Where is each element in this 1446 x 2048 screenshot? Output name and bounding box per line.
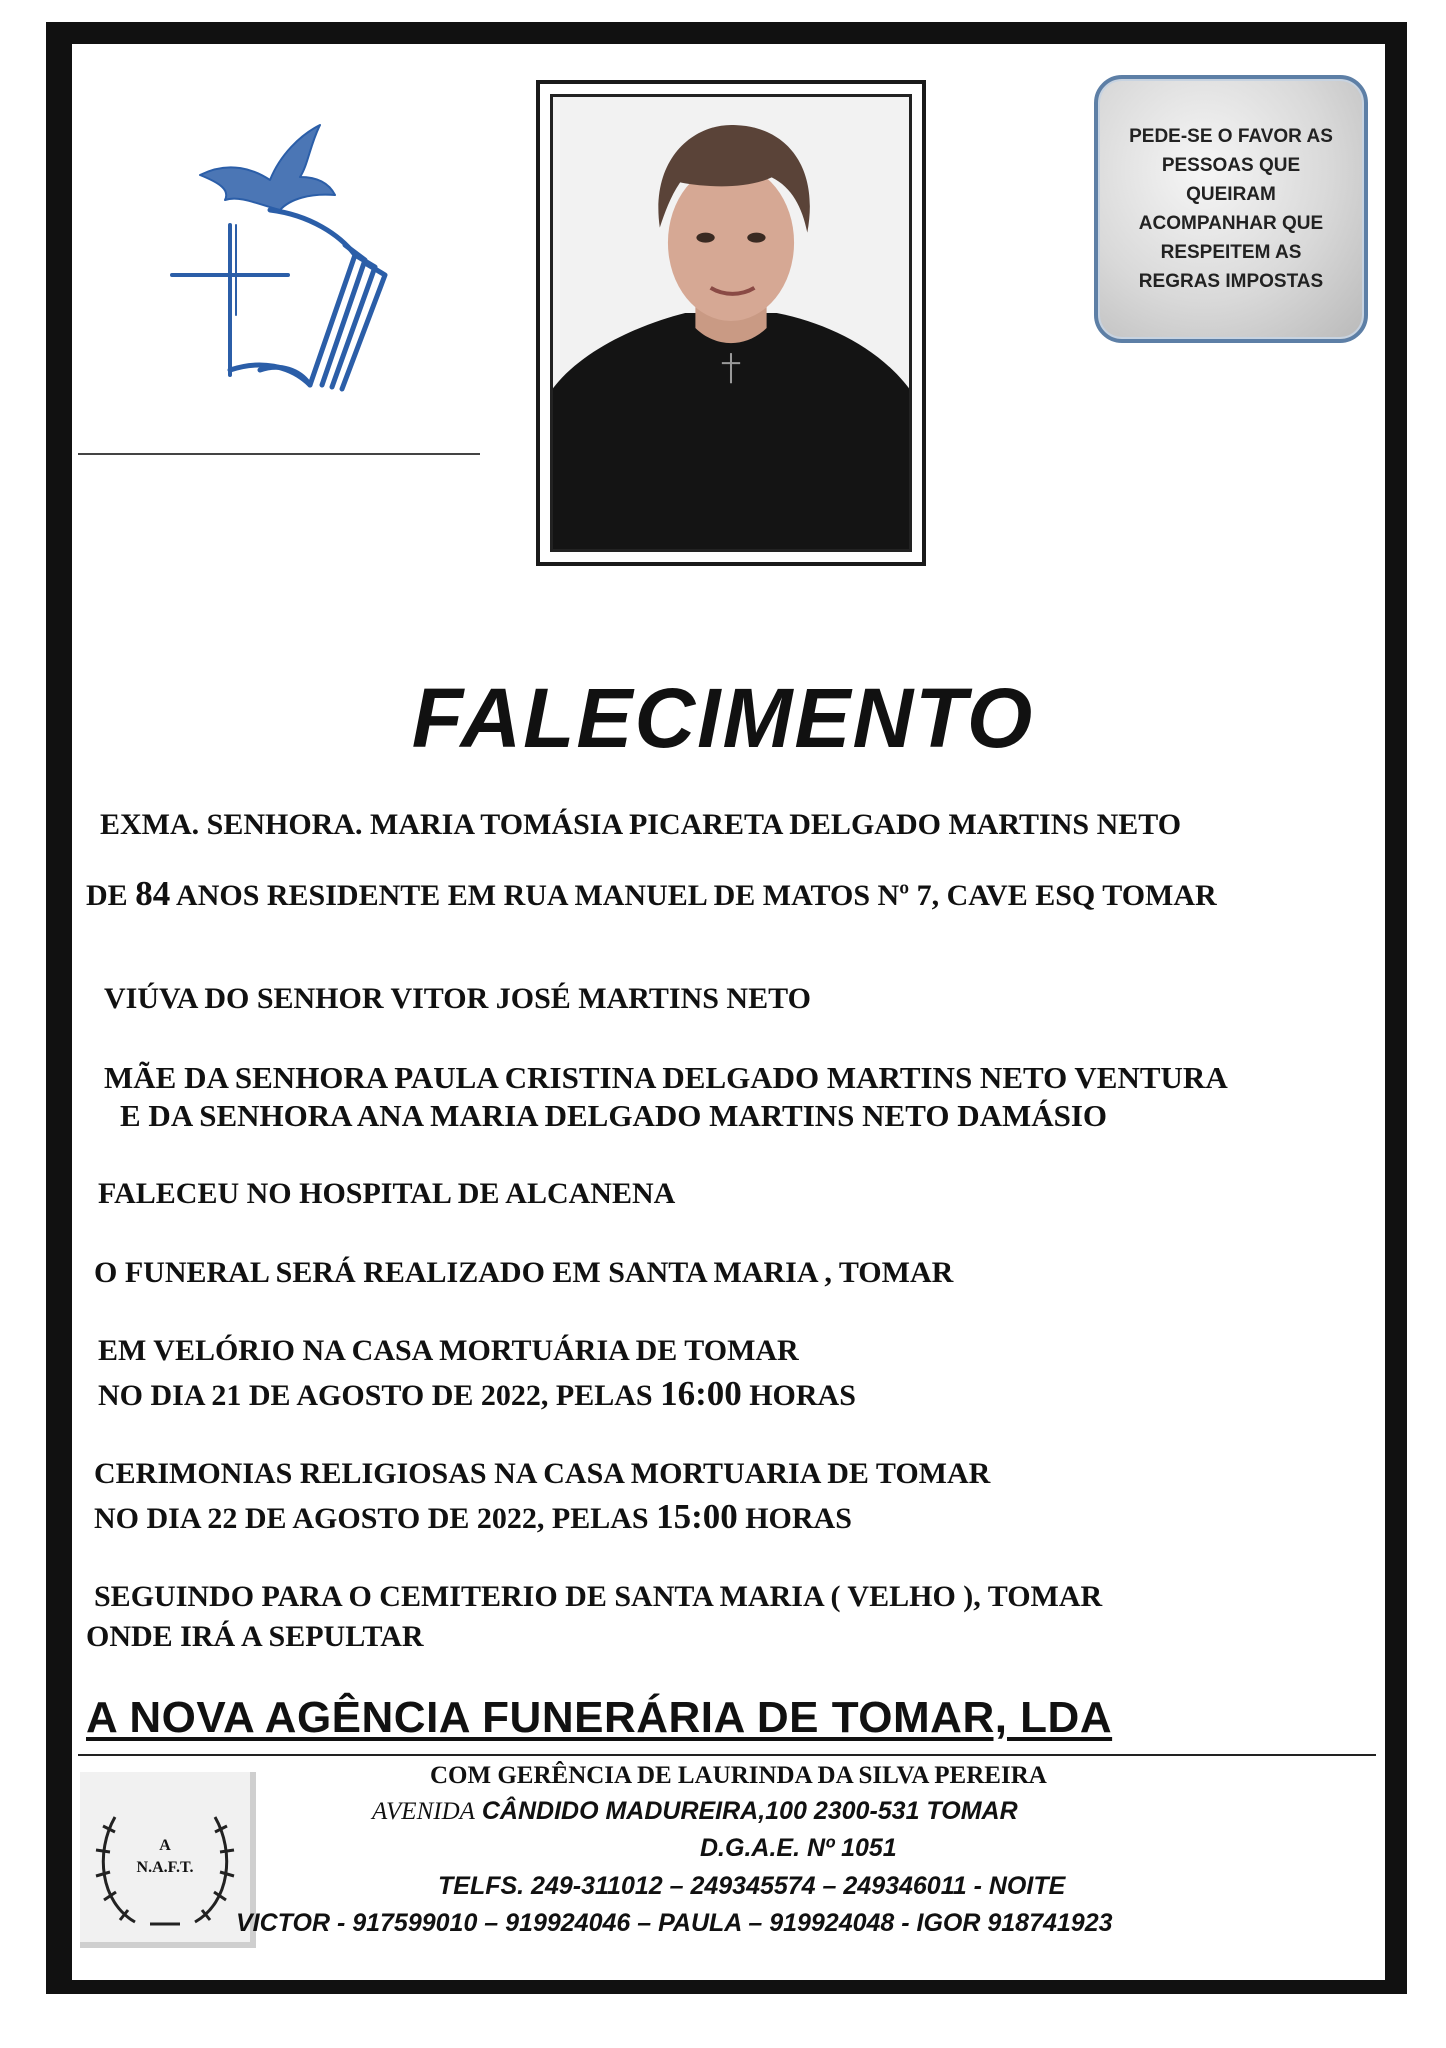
address-label: AVENIDA — [372, 1798, 475, 1825]
residence-address: ANOS RESIDENTE EM RUA MANUEL DE MATOS Nº 7, CAVE ESQ TOMAR — [170, 879, 1217, 912]
agency-phones: TELFS. 249-311012 – 249345574 – 249346011 - NOITE — [438, 1872, 1066, 1900]
ceremony-time: 15:00 — [656, 1497, 738, 1536]
divider — [78, 453, 480, 455]
deceased-name: EXMA. SENHORA. MARIA TOMÁSIA PICARETA DELGADO MARTINS NETO — [100, 808, 1182, 841]
divider — [78, 1754, 1376, 1756]
wake-date: NO DIA 21 DE AGOSTO DE 2022, PELAS — [98, 1379, 661, 1412]
funeral-place: O FUNERAL SERÁ REALIZADO EM SANTA MARIA , TOMAR — [94, 1256, 954, 1289]
agency-manager: COM GERÊNCIA DE LAURINDA DA SILVA PEREIRA — [430, 1762, 1047, 1789]
portrait-photo — [550, 94, 912, 552]
address-value: CÂNDIDO MADUREIRA,100 2300-531 TOMAR — [474, 1797, 1018, 1825]
agency-name: A NOVA AGÊNCIA FUNERÁRIA DE TOMAR, LDA — [86, 1693, 1113, 1742]
mother-line-1: MÃE DA SENHORA PAULA CRISTINA DELGADO MARTINS NETO VENTURA — [104, 1060, 1228, 1095]
seal-letter: A — [159, 1837, 171, 1854]
burial-line-2: ONDE IRÁ A SEPULTAR — [86, 1620, 424, 1653]
notice-text: PEDE-SE O FAVOR AS PESSOAS QUE QUEIRAM ACOMPANHAR QUE RESPEITEM AS REGRAS IMPOSTAS — [1129, 126, 1333, 292]
seal-text: N.A.F.T. — [136, 1859, 194, 1876]
death-place: FALECEU NO HOSPITAL DE ALCANENA — [98, 1177, 676, 1210]
burial-line-1: SEGUINDO PARA O CEMITERIO DE SANTA MARIA ( VELHO ), TOMAR — [94, 1580, 1103, 1613]
portrait-frame — [536, 80, 926, 566]
residence-line — [86, 874, 1217, 914]
notice-box — [1094, 75, 1368, 343]
dove-cross-book-icon — [160, 115, 400, 395]
ceremony-line-2 — [94, 1497, 852, 1537]
residence-pre: DE — [86, 879, 136, 912]
wake-hours: HORAS — [741, 1379, 856, 1412]
agency-night-phones: VICTOR - 917599010 – 919924046 – PAULA – 919924048 - IGOR 918741923 — [236, 1909, 1113, 1937]
mother-line-2: E DA SENHORA ANA MARIA DELGADO MARTINS NETO DAMÁSIO — [120, 1098, 1108, 1133]
ceremony-date: NO DIA 22 DE AGOSTO DE 2022, PELAS — [94, 1502, 657, 1535]
wake-time: 16:00 — [660, 1374, 742, 1413]
age-value: 84 — [135, 874, 171, 913]
wake-line-2 — [98, 1374, 856, 1414]
widow-line: VIÚVA DO SENHOR VITOR JOSÉ MARTINS NETO — [104, 982, 811, 1015]
agency-seal — [80, 1772, 256, 1948]
ceremony-hours: HORAS — [737, 1502, 852, 1535]
agency-dgae: D.G.A.E. Nº 1051 — [700, 1834, 897, 1862]
ceremony-line-1: CERIMONIAS RELIGIOSAS NA CASA MORTUARIA DE TOMAR — [94, 1457, 991, 1490]
page-title: FALECIMENTO — [411, 671, 1035, 765]
wake-line-1: EM VELÓRIO NA CASA MORTUÁRIA DE TOMAR — [98, 1334, 799, 1367]
agency-address — [372, 1797, 1018, 1826]
